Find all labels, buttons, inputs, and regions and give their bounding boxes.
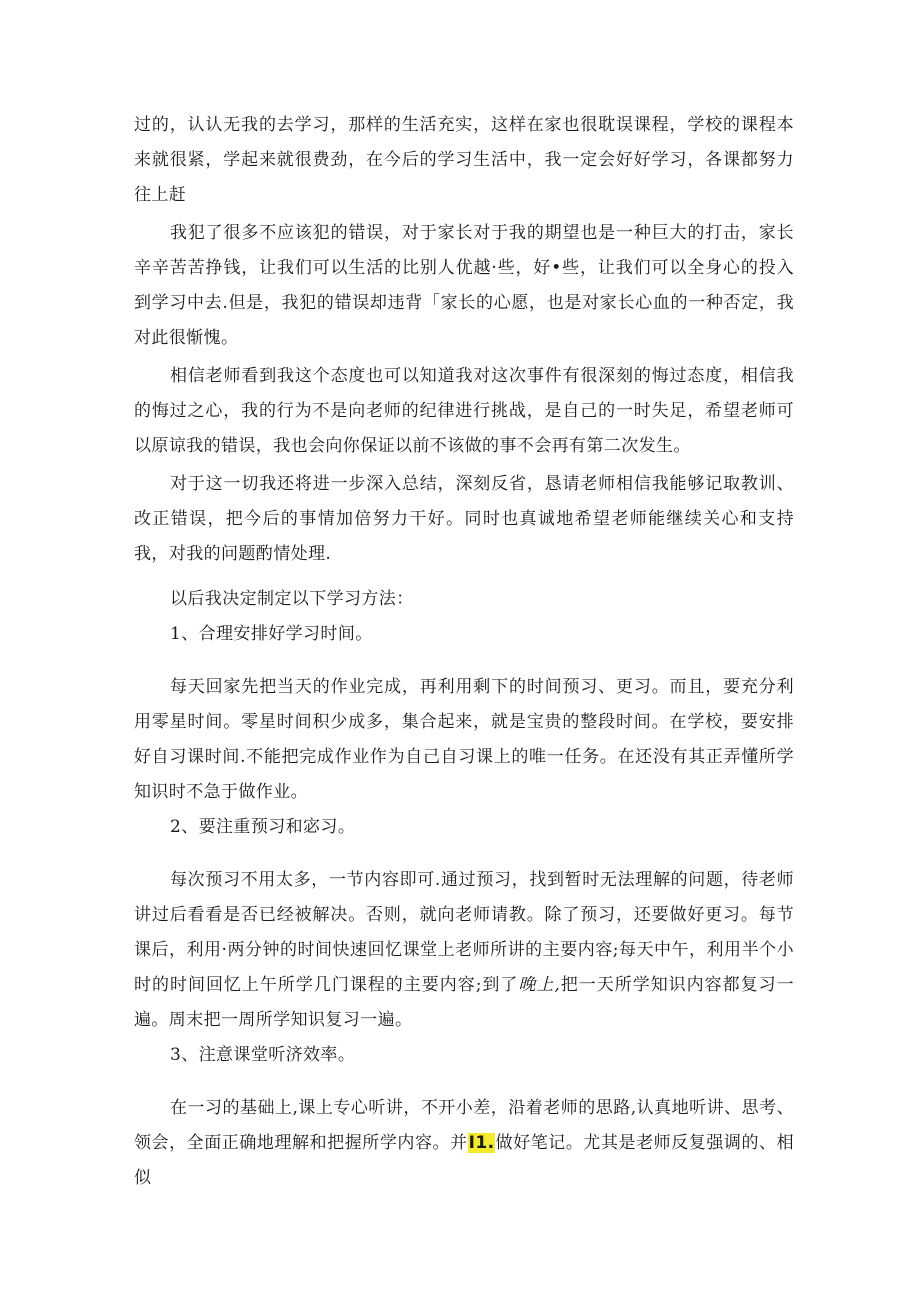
paragraph-method-2-text-c: 把一天所学知识内容都复习一遍。周末把一周所学知识复习一遍。 <box>134 975 794 1030</box>
document-body <box>134 108 794 1196</box>
paragraph-method-1: 每天回家先把当天的作业完成，再利用剩下的时间预习、更习。而且，要充分利用零星时间。零星时间积少成多，集合起来，就是宝贵的整段时间。在学校，要安排好自习课时间.不能把完成作业作为自己自习课上的唯一任务。在还没有其正弄懂所学知识时不急于做作业。 <box>134 677 794 802</box>
highlighted-text: I1. <box>468 1133 495 1153</box>
paragraph-method-3-text-a: 在一习的基础上,课上专心听讲，不开小差，沿着老师的思路,认真地听讲、思考、领会，全面正确地理解和把握所学内容。并 <box>134 1098 794 1153</box>
heading-method-1: 1、合理安排好学习时间。 <box>170 624 373 644</box>
paragraph-methods-intro: 以后我决定制定以下学习方法： <box>170 589 414 609</box>
paragraph-method-3-text-b: 做好笔记。尤其是老师反复强调的、相似 <box>134 1133 794 1188</box>
paragraph-regret: 我犯了很多不应该犯的错误，对于家长对于我的期望也是一种巨大的打击，家长辛辛苦苦挣钱，让我们可以生活的比别人优越·些，好•些，让我们可以全身心的投入到学习中去.但是，我犯的错误却违背「家长的心愿，也是对家长心血的一种否定，我对此很惭愧。 <box>134 223 794 348</box>
paragraph-method-2 <box>134 863 794 1038</box>
paragraph-continuation: 过的，认认无我的去学习，那样的生活充实，这样在家也很耽误课程，学校的课程本来就很紧，学起来就很费劲，在今后的学习生活中，我一定会好好学习，各课都努力往上赶 <box>134 115 794 205</box>
paragraph-repentance: 相信老师看到我这个态度也可以知道我对这次事件有很深刻的悔过态度，相信我的悔过之心，我的行为不是向老师的纪律进行挑战，是自己的一时失足，希望老师可以原谅我的错误，我也会向你保证以前不该做的事不会再有第二次发生。 <box>134 366 794 456</box>
paragraph-method-2-italic: 晚上, <box>518 975 561 995</box>
heading-method-2: 2、要注重预习和宓习。 <box>170 817 356 837</box>
paragraph-method-2-text-a: 每次预习不用太多，一节内容即可.通过预习，找到暂时无法理解的问题，待老师讲过后看看是否已经被解决。否则，就向老师请教。除了预习，还要做好更习。每节课后，利用·两分钟的时间快速回忆课堂上老师所讲的主要内容;每天中午，利用半个小时的时间回忆上午所学几门课程的主要内容;到了 <box>134 870 794 995</box>
heading-method-3: 3、注意课堂听济效率。 <box>170 1045 356 1065</box>
paragraph-reflection: 对于这一切我还将进一步深入总结，深刻反省，恳请老师相信我能够记取教训、改正错误，把今后的事情加倍努力干好。同时也真诚地希望老师能继续关心和支持我，对我的问题酌情处理. <box>134 474 794 564</box>
paragraph-method-3 <box>134 1091 794 1196</box>
